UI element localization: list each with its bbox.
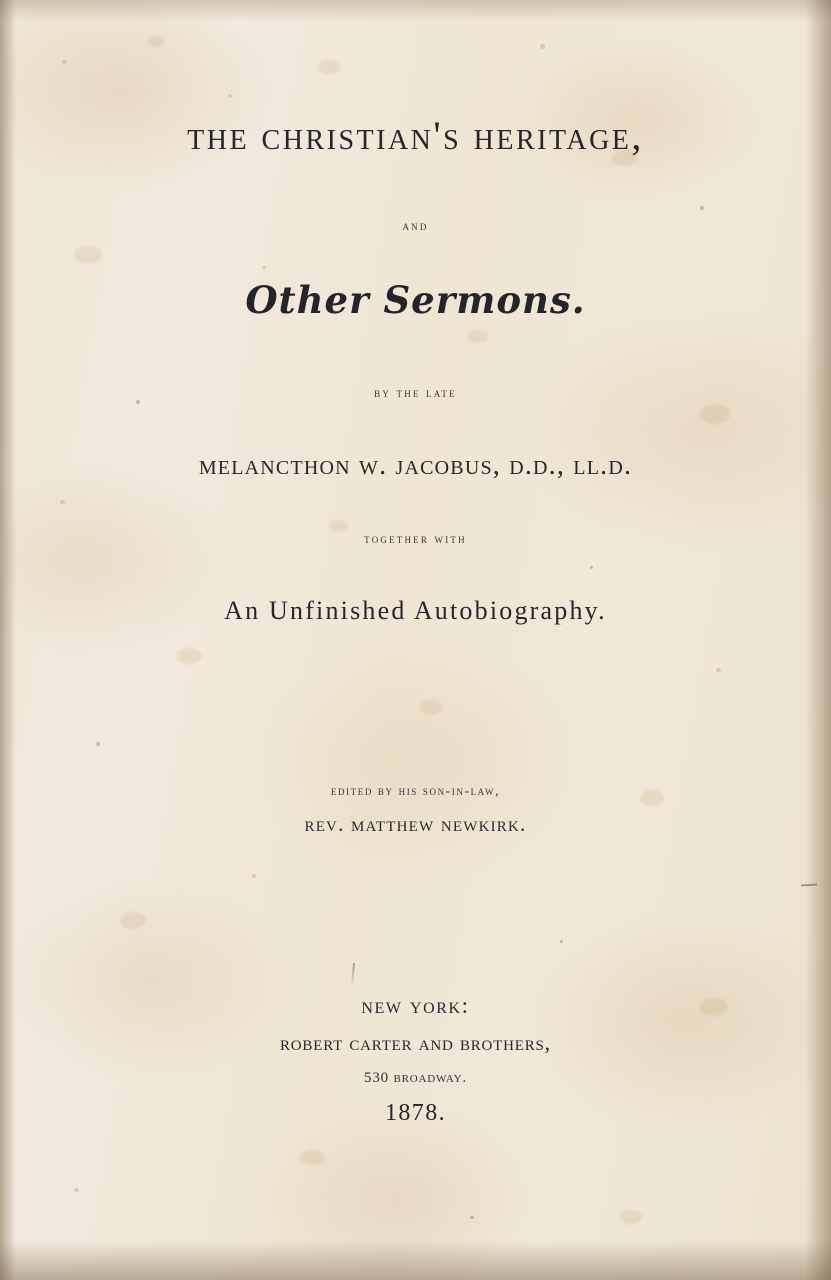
book-subtitle: Other Sermons. (245, 278, 586, 322)
editor-name: rev. matthew newkirk. (304, 812, 527, 836)
author-name: melancthon w. jacobus, d.d., ll.d. (198, 450, 633, 481)
supplement-work-title: An Unfinished Autobiography. (224, 596, 607, 625)
imprint-year: 1878. (385, 1100, 446, 1126)
imprint-address: 530 broadway. (364, 1070, 467, 1086)
imprint-publisher: robert carter and brothers, (280, 1030, 551, 1055)
editor-credit: edited by his son-in-law, (330, 783, 501, 798)
supplement-connector: together with (364, 531, 467, 546)
author-byline: by the late (374, 385, 457, 400)
book-title: the christian's heritage, (187, 113, 644, 158)
imprint-city: new york: (361, 993, 470, 1018)
title-conjunction: and (402, 218, 429, 233)
